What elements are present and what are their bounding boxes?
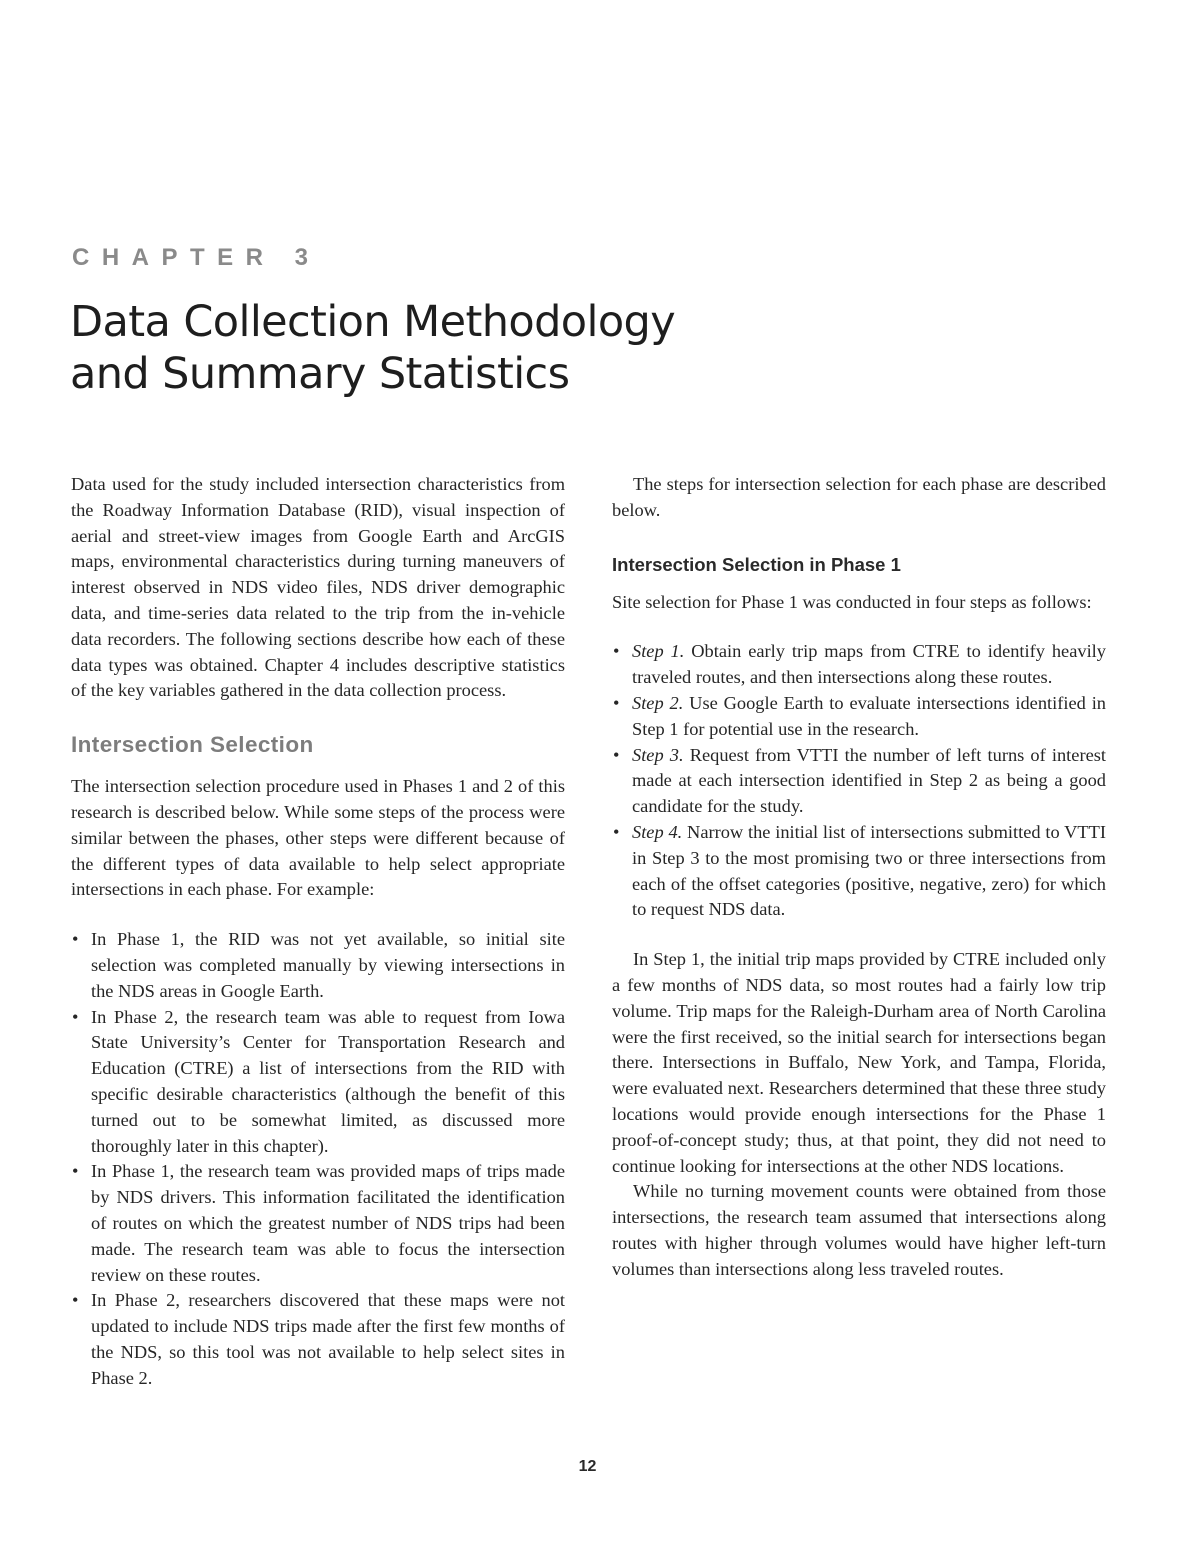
step-label: Step 2. [632,692,684,713]
steps-intro-paragraph: The steps for intersection selection for each phase are described below. [612,474,1106,520]
step-text: Obtain early trip maps from CTRE to identify heavily traveled routes, and then intersections along these routes. [632,641,1106,688]
list-item: • In Phase 2, researchers discovered that these maps were not updated to include NDS trips made after the first few months of the NDS, so this tool was not available to help select sites in Phase 2. [71,1288,565,1391]
step-text: Narrow the initial list of intersections submitted to VTTI in Step 3 to the most promising two or three intersections from each of the offset categories (positive, negative, zero) for which to request NDS data. [632,821,1106,920]
chapter-title-line-1: Data Collection Methodology [70,297,676,347]
spacer [612,923,1106,947]
step-label: Step 4. [632,821,683,842]
step-item [612,639,1106,691]
subsection-paragraph: Site selection for Phase 1 was conducted in four steps as follows: [612,591,1092,612]
list-item: • In Phase 1, the research team was provided maps of trips made by NDS drivers. This information facilitated the identification of routes on which the greatest number of NDS trips had been made. The research team was able to focus the intersection review on these routes. [71,1159,565,1288]
right-column [612,472,1106,1283]
chapter-title-line-2: and Summary Statistics [70,349,570,399]
left-column [71,472,565,1392]
section-heading: Intersection Selection [71,732,314,758]
intro-paragraph: Data used for the study included intersection characteristics from the Roadway Information Database (RID), visual inspection of aerial and street-view images from Google Earth and ArcGIS maps, environmental characteristics during turning maneuvers of interest observed in NDS video files, NDS driver demographic data, and time-series data related to the trip from the in-vehicle data recorders. The following sections describe how each of these data types was obtained. Chapter 4 includes descriptive statistics of the key variables gathered in the data collection process. [71,474,565,701]
chapter-label: CHAPTER 3 [72,244,321,271]
step-text: Request from VTTI the number of left turns of interest made at each intersection identified in Step 2 as being a good candidate for the study. [632,744,1106,817]
step-text: Use Google Earth to evaluate intersections identified in Step 1 for potential use in the research. [632,692,1106,739]
step-label: Step 3. [632,744,684,765]
phase-comparison-list [71,927,565,1391]
body-paragraph: In Step 1, the initial trip maps provided by CTRE included only a few months of NDS data, so most routes had a fairly low trip volume. Trip maps for the Raleigh-Durham area of North Carolina were the first received, so the initial search for intersections began there. Intersections in Buffalo, New York, and Tampa, Florida, were evaluated next. Researchers determined that these three study locations would provide enough intersections for the Phase 1 proof-of-concept study; thus, at that point, they did not need to continue looking for intersections at the other NDS locations. [612,949,1106,1176]
step-item [612,743,1106,820]
step-item [612,691,1106,743]
body-paragraph: While no turning movement counts were obtained from those intersections, the research team assumed that intersections along routes with higher through volumes would have higher left-turn volumes than intersections along less traveled routes. [612,1181,1106,1279]
steps-list [612,639,1106,923]
list-item: • In Phase 1, the RID was not yet available, so initial site selection was completed manually by viewing intersections in the NDS areas in Google Earth. [71,927,565,1004]
page-number: 12 [578,1458,597,1475]
subsection-heading: Intersection Selection in Phase 1 [612,553,901,575]
step-item [612,820,1106,923]
step-label: Step 1. [632,641,685,662]
section-paragraph: The intersection selection procedure used in Phases 1 and 2 of this research is described below. While some steps of the process were similar between the phases, other steps were different because of the different types of data available to help select appropriate intersections in each phase. For example: [71,776,565,900]
chapter-title [70,296,830,400]
list-item: • In Phase 2, the research team was able to request from Iowa State University’s Center for Transportation Research and Education (CTRE) a list of intersections from the RID with specific desirable characteristics (although the benefit of this turned out to be somewhat limited, as discussed more thoroughly later in this chapter). [71,1005,565,1160]
